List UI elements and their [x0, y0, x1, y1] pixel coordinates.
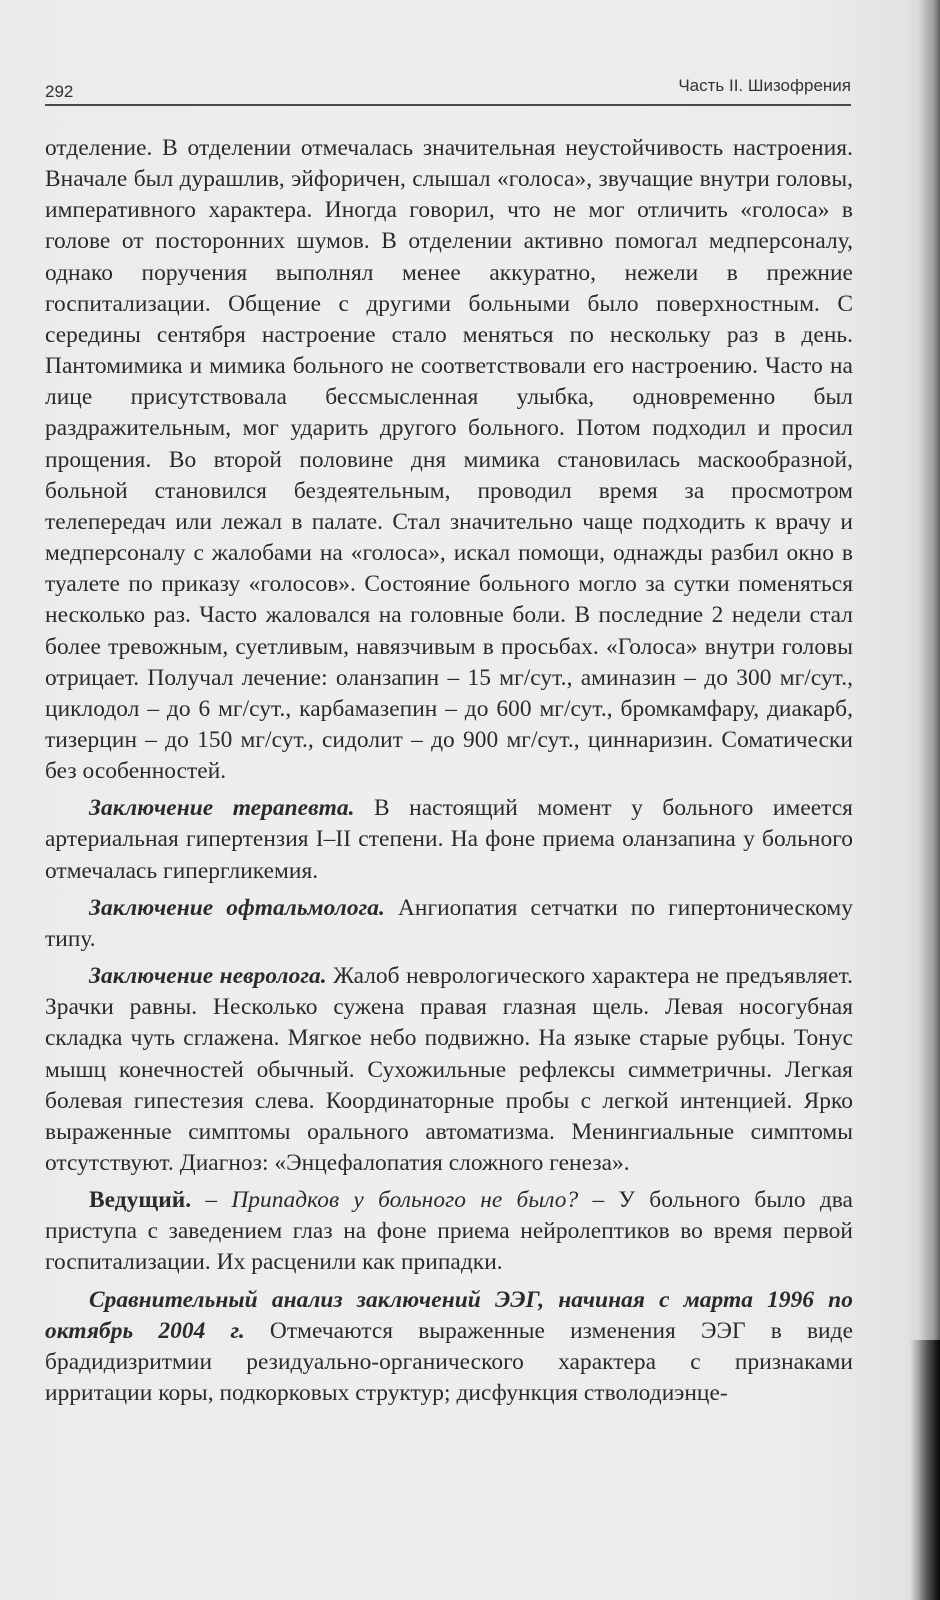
paragraph-ophthalmologist	[45, 893, 853, 955]
body-text	[45, 133, 853, 1409]
running-head: Часть II. Шизофрения	[678, 76, 851, 95]
page-number: 292	[45, 82, 74, 101]
therapist-text: В настоящий момент у больного имеется артериальная гипертензия I–II степени. На фоне приема оланзапина у больного отмечалась гипергликемия.	[45, 795, 853, 884]
neurologist-text: Жалоб неврологического характера не предъявляет. Зрачки равны. Несколько сужена правая глазная щель. Левая носогубная складка чуть сглажена. Мягкое небо подвижно. На языке старые рубцы. Тонус мышц конечностей обычный. Сухожильные рефлексы симметричны. Легкая болевая гипестезия слева. Координаторные пробы с легкой интенцией. Ярко выраженные симптомы орального автоматизма. Менингиальные симптомы отсутствуют. Диагноз: «Энцефалопатия сложного генеза».	[45, 963, 853, 1176]
ophthalmologist-text: Ангиопатия сетчатки по гипертоническому типу.	[45, 894, 854, 952]
therapist-heading: Заключение терапевта.	[89, 795, 355, 822]
eeg-heading: Сравнительный анализ заключений ЭЭГ, начиная с марта 1996 по октябрь 2004 г.	[45, 1286, 853, 1344]
eeg-text: Отмечаются выраженные изменения ЭЭГ в виде брадидизритмии резидуально-органического характера с признаками ирритации коры, подкорковых структур; дисфункция стволодиэнце-	[45, 1317, 853, 1407]
host-answer: – У больного было два приступа с заведением глаз на фоне приема нейролептиков во время первой госпитализации. Их расценили как припадки.	[45, 1187, 853, 1276]
paragraph-neurologist	[45, 961, 853, 1179]
page-header	[45, 74, 851, 106]
paragraph-eeg	[45, 1285, 853, 1410]
paragraph-case-history: отделение. В отделении отмечалась значительная неустойчивость настроения. Вначале был дурашлив, эйфоричен, слышал «голоса», звучащие внутри головы, императивного характера. Иногда говорил, что не мог отличить «голоса» в голове от посторонних шумов. В отделении активно помогал медперсоналу, однако поручения выполнял менее аккуратно, нежели в прежние госпитализации. Общение с другими больными было поверхностным. С середины сентября настроение стало меняться по нескольку раз в день. Пантомимика и мимика больного не соответствовали его настроению. Часто на лице присутствовала бессмысленная улыбка, одновременно был раздражительным, мог ударить другого больного. Потом подходил и просил прощения. Во второй половине дня мимика становилась маскообразной, больной становился бездеятельным, проводил время за просмотром телепередач или лежал в палате. Стал значительно чаще подходить к врачу и медперсоналу с жалобами на «голоса», искал помощи, однажды разбил окно в туалете по приказу «голосов». Состояние больного могло за сутки поменяться несколько раз. Часто жаловался на головные боли. В последние 2 недели стал более тревожным, суетливым, навязчивым в просьбах. «Голоса» внутри головы отрицает. Получал лечение: оланзапин – 15 мг/сут., аминазин – до 300 мг/сут., циклодол – до 6 мг/сут., карбамазепин – до 600 мг/сут., бромкамфару, диакарб, тизерцин – до 150 мг/сут., сидолит – до 900 мг/сут., циннаризин. Соматически без особенностей.	[45, 135, 853, 785]
host-label: Ведущий.	[89, 1187, 192, 1214]
host-question: Припадков у больного не было?	[231, 1187, 579, 1214]
spine-shadow-bottom	[910, 1340, 940, 1600]
ophthalmologist-heading: Заключение офтальмолога.	[89, 894, 385, 921]
host-dash: –	[191, 1187, 232, 1214]
paragraph-therapist	[45, 793, 853, 886]
paragraph-host-question	[45, 1185, 853, 1278]
neurologist-heading: Заключение невролога.	[89, 963, 327, 990]
